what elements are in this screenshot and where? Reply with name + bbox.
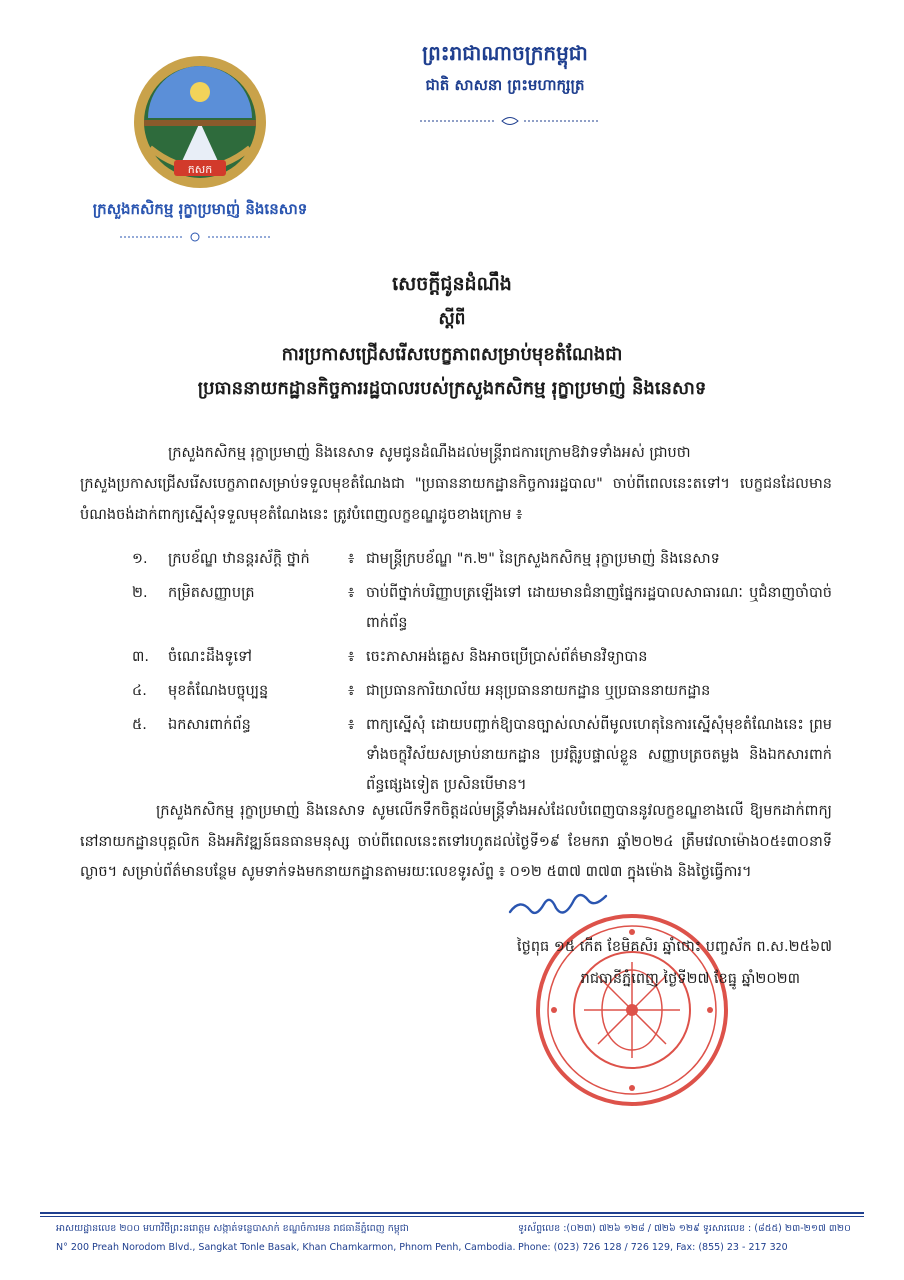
requirement-item [132,544,832,574]
colon: ៖ [348,551,355,567]
requirement-item [132,710,832,800]
requirement-number: ២. [132,585,148,601]
footer-address-english: N° 200 Preah Norodom Blvd., Sangkat Tonle Basak, Khan Chamkarmon, Phnom Penh, Cambodia. [56,1242,516,1253]
requirement-label: ចំណេះដឹងទូទៅ [168,649,252,665]
requirement-label: កម្រិតសញ្ញាបត្រ [168,585,255,601]
requirement-number: ១. [132,551,148,567]
footer-divider [40,1212,864,1214]
requirement-value: ពាក្យស្នើសុំ ដោយបញ្ជាក់ឱ្យបានច្បាស់លាស់ពីមូលហេតុនៃការស្នើសុំមុខតំណែងនេះ ព្រមទាំងចក្ខុវិស័យសម្រាប់នាយកដ្ឋាន ប្រវត្តិរូបផ្ទាល់ខ្លួន សញ្ញាបត្រចតម្លង និងឯកសារពាក់ព័ន្ធផ្សេងទៀត ប្រសិនបើមាន។ [366,717,832,793]
logo-text: កសក [187,163,213,176]
requirement-item [132,676,832,706]
colon: ៖ [348,585,355,601]
requirement-value: ចេះភាសាអង់គ្លេស និងអាចប្រើប្រាស់ព័ត៌មានវិទ្យាបាន [366,649,648,665]
ministry-name: ក្រសួងកសិកម្ម រុក្ខាប្រមាញ់ និងនេសាទ [92,200,308,218]
colon: ៖ [348,717,355,733]
document-title: សេចក្តីជូនដំណឹង [392,273,512,295]
national-motto: ជាតិ សាសនា ព្រះមហាក្សត្រ [425,76,585,94]
requirement-number: ៥. [132,717,147,733]
closing-paragraph: ក្រសួងកសិកម្ម រុក្ខាប្រមាញ់ និងនេសាទ សូមលើកទឹកចិត្តដល់មន្ត្រីទាំងអស់ដែលបំពេញបាននូវលក្ខខណ្ឌខាងលើ ឱ្យមកដាក់ពាក្យនៅនាយកដ្ឋានបុគ្គលិក និងអភិវឌ្ឍន៍ធនធានមនុស្ស ចាប់ពីពេលនេះតទៅរហូតដល់ថ្ងៃទី១៩ ខែមករា ឆ្នាំ២០២៤ ត្រឹមវេលាម៉ោង០៥៖៣០នាទីល្ងាច។ សម្រាប់ព័ត៌មានបន្ថែម សូមទាក់ទងមកនាយកដ្ឋានតាមរយៈលេខទូរស័ព្ទ ៖ ០១២ ៥៣៧ ៣៧៣ ក្នុងម៉ោង និងថ្ងៃធ្វើការ។ [80,803,832,880]
requirement-item [132,578,832,638]
requirement-label: មុខតំណែងបច្ចុប្បន្ន [168,683,269,699]
requirement-number: ៤. [132,683,147,699]
date-solar: រាជធានីភ្នំពេញ ថ្ងៃទី២៧ ខែធ្នូ ឆ្នាំ២០២៣ [580,971,800,987]
ministry-logo [130,52,270,192]
colon: ៖ [348,649,355,665]
requirement-label: ឯកសារពាក់ព័ន្ធ [168,717,251,733]
document-subtitle: ស្តីពី [438,309,466,329]
heading-line-1: ការប្រកាសជ្រើសរើសបេក្ខភាពសម្រាប់មុខតំណែងជា [281,344,623,365]
requirement-value: ជាមន្ត្រីក្របខ័ណ្ឌ "ក.២" នៃក្រសួងកសិកម្ម រុក្ខាប្រមាញ់ និងនេសាទ [366,551,720,567]
heading-line-2: ប្រធាននាយកដ្ឋានកិច្ចការរដ្ឋបាលរបស់ក្រសួងកសិកម្ម រុក្ខាប្រមាញ់ និងនេសាទ [197,378,707,399]
footer-phone-english: Phone: (023) 726 128 / 726 129, Fax: (855) 23 - 217 320 [518,1242,788,1253]
requirement-value: ជាប្រធានការិយាល័យ អនុប្រធាននាយកដ្ឋាន ឬប្រធាននាយកដ្ឋាន [366,683,711,699]
requirement-number: ៣. [132,649,149,665]
intro-paragraph-first-line: ក្រសួងកសិកម្ម រុក្ខាប្រមាញ់ និងនេសាទ សូមជូនដំណឹងដល់មន្ត្រីរាជការក្រោមឱវាទទាំងអស់ ជ្រាបថា [168,445,691,461]
footer-phone-khmer: ទូរស័ព្ទលេខ :(០២៣) ៧២៦ ១២៨ / ៧២៦ ១២៩ ទូរសារលេខ : (៨៥៥) ២៣-២១៧ ៣២០ [518,1223,851,1234]
signature [500,890,620,922]
requirement-value: ចាប់ពីថ្នាក់បរិញ្ញាបត្រឡើងទៅ ដោយមានជំនាញផ្នែករដ្ឋបាលសាធារណៈ ឬជំនាញចាំបាច់ពាក់ព័ន្ធ [366,585,832,631]
footer-address-khmer: អាសយដ្ឋានលេខ ២០០ មហាវិថីព្រះនរោត្តម សង្កាត់ទន្លេបាសាក់ ខណ្ឌចំការមន រាជធានីភ្នំពេញ កម្ពុជា [56,1223,409,1234]
requirement-item [132,642,832,672]
ornament-divider [120,230,270,244]
kingdom-title: ព្រះរាជាណាចក្រកម្ពុជា [422,41,588,65]
colon: ៖ [348,683,355,699]
ornament-divider [420,114,600,128]
footer-divider [40,1216,864,1217]
requirement-label: ក្របខ័ណ្ឌ ឋានន្តរស័ក្តិ ថ្នាក់ [168,551,310,567]
intro-paragraph: ក្រសួងប្រកាសជ្រើសរើសបេក្ខភាពសម្រាប់ទទួលមុខតំណែងជា "ប្រធាននាយកដ្ឋានកិច្ចការរដ្ឋបាល" ចាប់ពីពេលនេះតទៅ។ បេក្ខជនដែលមានបំណងចង់ដាក់ពាក្យស្នើសុំទទួលមុខតំណែងនេះ ត្រូវបំពេញលក្ខខណ្ឌដូចខាងក្រោម ៖ [80,476,832,523]
date-lunar: ថ្ងៃពុធ ១៥ កើត ខែមិគសិរ ឆ្នាំថោះ បញ្ចស័ក ព.ស.២៥៦៧ [517,939,832,955]
requirements-list [132,544,832,804]
